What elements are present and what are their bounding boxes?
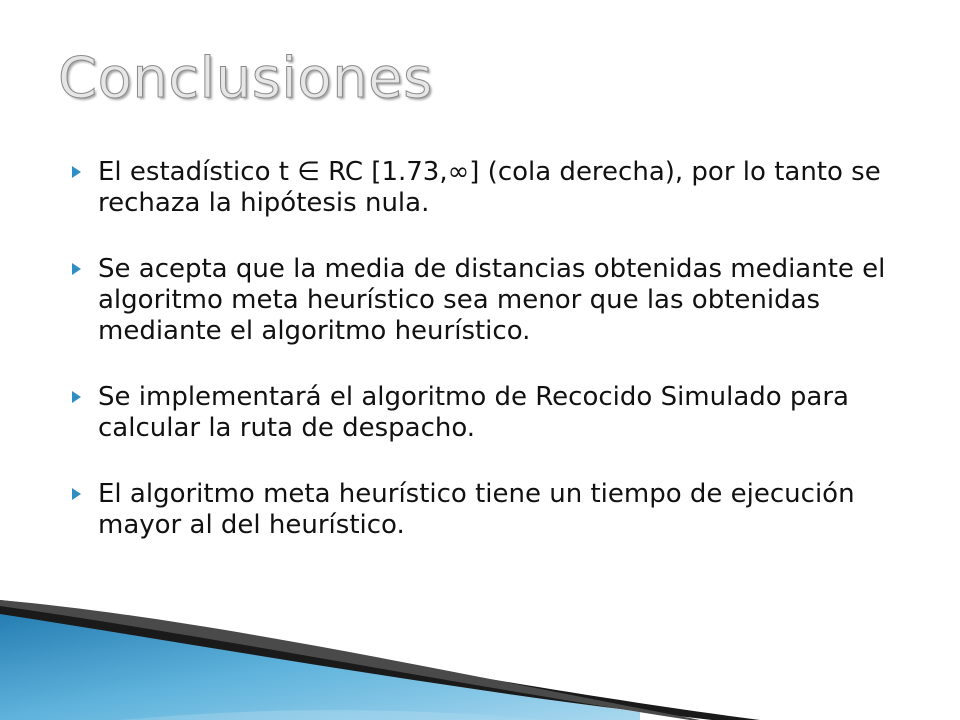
triangle-bullet-icon (72, 263, 81, 275)
bullet-text: Se acepta que la media de distancias obtenidas mediante el algoritmo meta heurístico sea menor que las obtenidas mediante el algoritmo heurístico. (98, 254, 886, 346)
bullet-item (72, 479, 902, 541)
bullet-text: El algoritmo meta heurístico tiene un tiempo de ejecución mayor al del heurístico. (98, 479, 855, 540)
bullet-list (72, 157, 902, 576)
bullet-item (72, 382, 902, 444)
bullet-text: Se implementará el algoritmo de Recocido Simulado para calcular la ruta de despacho. (98, 382, 849, 443)
bullet-item (72, 157, 902, 219)
triangle-bullet-icon (72, 166, 81, 178)
triangle-bullet-icon (72, 488, 81, 500)
bullet-text: El estadístico t ∈ RC [1.73,∞] (cola derecha), por lo tanto se rechaza la hipótesis nula. (98, 157, 881, 218)
triangle-bullet-icon (72, 391, 81, 403)
slide-title: Conclusiones (58, 46, 433, 111)
corner-wave-decoration (0, 600, 960, 720)
bullet-item (72, 254, 902, 347)
